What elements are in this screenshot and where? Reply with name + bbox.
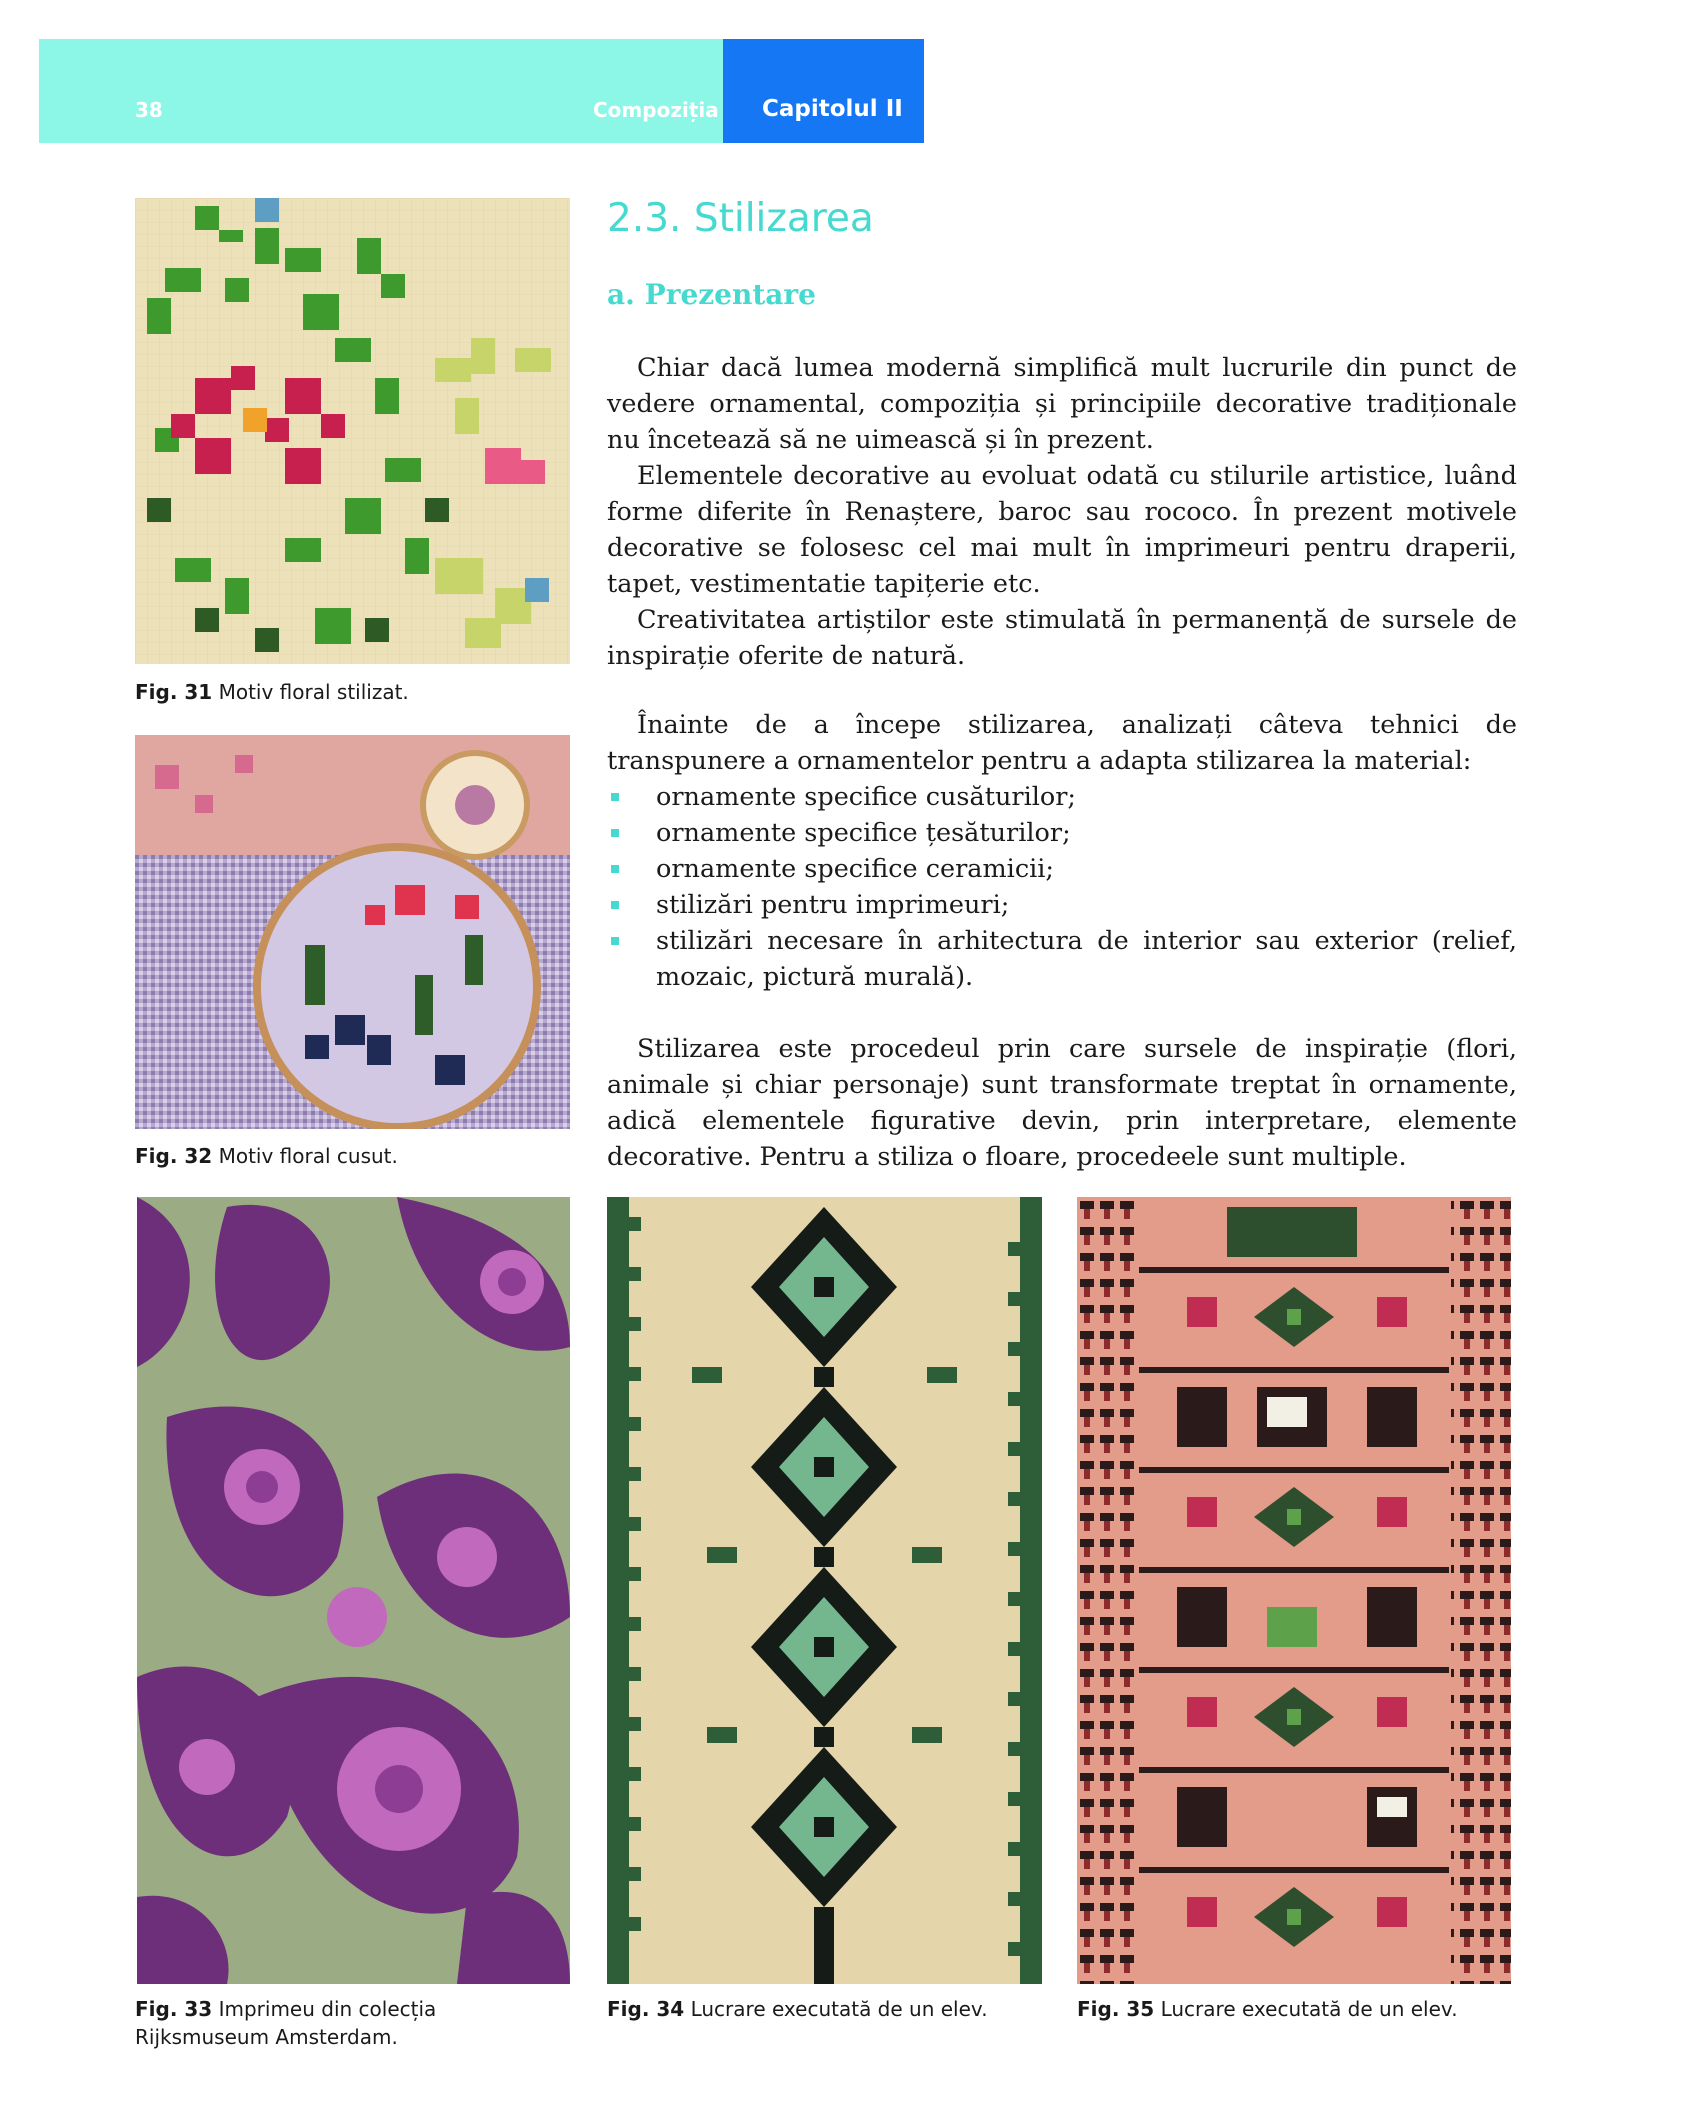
figure-34-image [607,1197,1042,1984]
bullet-icon [611,829,619,837]
figure-label: Fig. 34 [607,1997,685,2021]
chapter-tab [723,39,924,143]
page-title: 2.3. Stilizarea [607,196,874,241]
chapter-label: Capitolul II [762,96,903,122]
list-item: ornamente specifice țesăturilor; [607,815,1517,851]
figure-31-caption: Fig. 31 Motiv floral stilizat. [135,680,409,704]
bullet-icon [611,901,619,909]
figure-label: Fig. 33 [135,1997,213,2021]
figure-35-image [1077,1197,1511,1984]
techniques-list [607,779,1517,995]
figure-32-image [135,735,570,1129]
figure-33-caption: Fig. 33 Imprimeu din colecția Rijksmuseum Amsterdam. [135,1997,437,2049]
paragraph: Înainte de a începe stilizarea, analizați câteva tehnici de transpunere a ornamentelor pentru a adapta stilizarea la material: [607,710,1517,776]
page-number: 38 [135,98,163,122]
paragraph: Elementele decorative au evoluat odată cu stilurile artistice, luând forme diferite în Renaștere, baroc sau rococo. În prezent motivele decorative se folosesc cel mai mult în imprimeuri pentru draperii, tapet, vestimentatie tapițerie etc. [607,461,1517,599]
figure-31-image [135,198,570,664]
figure-35-caption: Fig. 35 Lucrare executată de un elev. [1077,1997,1458,2021]
stylization-definition [607,1031,1517,1175]
list-item: ornamente specifice cusăturilor; [607,779,1517,815]
list-item: ornamente specifice ceramicii; [607,851,1517,887]
figure-label: Fig. 35 [1077,1997,1155,2021]
figure-33-image [137,1197,570,1984]
bullet-icon [611,793,619,801]
paragraph: Chiar dacă lumea modernă simplifică mult lucrurile din punct de vedere ornamental, compoziția și principiile decorative tradiționale nu încetează să ne uimească și în prezent. [607,353,1517,455]
paragraph: Creativitatea artiștilor este stimulată în permanență de sursele de inspirație oferite de natură. [607,605,1517,671]
header-bar [39,39,723,143]
figure-34-caption: Fig. 34 Lucrare executată de un elev. [607,1997,988,2021]
figure-label: Fig. 32 [135,1144,213,1168]
bullet-icon [611,937,619,945]
bullet-icon [611,865,619,873]
list-item: stilizări necesare în arhitectura de interior sau exterior (relief, mozaic, pictură murală). [607,923,1517,995]
techniques-text [607,707,1517,995]
list-item: stilizări pentru imprimeuri; [607,887,1517,923]
section-subtitle: a. Prezentare [607,278,816,311]
figure-32-caption: Fig. 32 Motiv floral cusut. [135,1144,398,1168]
figure-label: Fig. 31 [135,680,213,704]
paragraph: Stilizarea este procedeul prin care sursele de inspirație (flori, animale și chiar personaje) sunt transformate treptat în ornamente, adică elementele figurative devin, prin interpretare, elemente decorative. Pentru a stiliza o floare, procedeele sunt multiple. [607,1034,1517,1172]
intro-text [607,350,1517,674]
section-label: Compoziția [593,98,719,122]
